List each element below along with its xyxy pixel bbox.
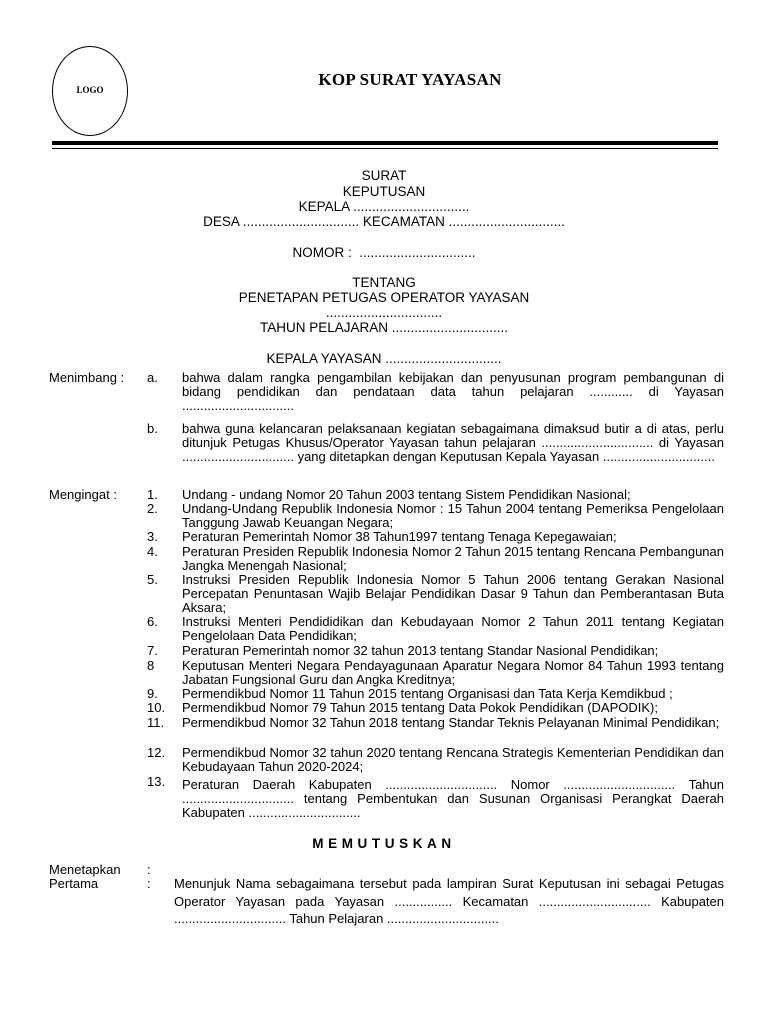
menimbang-label: Menimbang : [49, 370, 125, 385]
heading-tentang: TENTANG [352, 275, 416, 290]
mengingat-marker: 7. [147, 643, 158, 658]
menimbang-item: bahwa dalam rangka pengambilan kebijakan dan penyusunan program pembangunan di bidang pendidikan dan pendataan data tahun pelajaran ............ di Yayasan ............................... [182, 370, 724, 413]
letterhead-divider-thin [52, 148, 718, 149]
mengingat-marker: 11. [147, 715, 165, 730]
decision-heading: MEMUTUSKAN [312, 836, 456, 851]
mengingat-item: Permendikbud Nomor 32 Tahun 2018 tentang Standar Teknis Pelayanan Minimal Pendidikan; [182, 715, 720, 730]
mengingat-marker: 9. [147, 686, 158, 701]
mengingat-item: Undang - undang Nomor 20 Tahun 2003 tentang Sistem Pendidikan Nasional; [182, 487, 631, 502]
mengingat-item: Permendikbud Nomor 32 tahun 2020 tentang Rencana Strategis Kementerian Pendidikan dan Kebudayaan Tahun 2020-2024; [182, 745, 724, 774]
pertama-colon: : [147, 876, 151, 891]
letterhead-title: KOP SURAT YAYASAN [318, 70, 502, 89]
mengingat-item: Permendikbud Nomor 79 Tahun 2015 tentang Data Pokok Pendidikan (DAPODIK); [182, 700, 658, 715]
mengingat-item: Undang-Undang Republik Indonesia Nomor : 15 Tahun 2004 tentang Pemeriksa Pengelolaan Tanggung Jawab Keuangan Negara; [182, 501, 724, 530]
mengingat-marker: 4. [147, 544, 158, 559]
menetapkan-colon: : [147, 862, 151, 877]
mengingat-item: Peraturan Pemerintah nomor 32 tahun 2013 tentang Standar Nasional Pendidikan; [182, 643, 659, 658]
mengingat-marker: 1. [147, 487, 158, 502]
heading-nomor: NOMOR : ............................... [292, 245, 476, 260]
mengingat-marker: 2. [147, 501, 158, 516]
menimbang-marker: a. [147, 370, 158, 385]
mengingat-marker: 8 [147, 658, 155, 673]
mengingat-item: Instruksi Presiden Republik Indonesia Nomor 5 Tahun 2006 tentang Gerakan Nasional Percepatan Penuntasan Wajib Belajar Pendidikan Dasar 9 Tahun dan Pemberantasan Buta Aksara; [182, 572, 724, 615]
mengingat-item: Permendikbud Nomor 11 Tahun 2015 tentang Organisasi dan Tata Kerja Kemdikbud ; [182, 686, 673, 701]
mengingat-item: Peraturan Presiden Republik Indonesia Nomor 2 Tahun 2015 tentang Rencana Pembangunan Jangka Menengah Nasional; [182, 544, 724, 573]
mengingat-item: Peraturan Daerah Kabupaten ............................... Nomor ............................... Tahun ............................... tentang Pembentukan dan Susunan Organisasi Perangkat Daerah Kabupaten ............................... [182, 777, 724, 820]
logo-text: LOGO [76, 85, 104, 95]
heading-desa: DESA ............................... KECAMATAN ............................... [203, 214, 565, 229]
heading-subject-dots: ............................... [325, 305, 443, 320]
menimbang-item: bahwa guna kelancaran pelaksanaan kegiatan sebagaimana dimaksud butir a di atas, perlu ditunjuk Petugas Khusus/Operator Yayasan tahun pelajaran ............................... di Yayasan ............................... yang ditetapkan dengan Keputusan Kepala Yayasan ............................... [182, 421, 724, 464]
menimbang-marker: b. [147, 421, 158, 436]
menetapkan-label: Menetapkan [49, 862, 121, 877]
letterhead-divider-thick [52, 141, 718, 145]
mengingat-marker: 10. [147, 700, 166, 715]
mengingat-marker: 5. [147, 572, 158, 587]
heading-issuer: KEPALA YAYASAN ............................... [266, 351, 502, 366]
heading-tahun-pelajaran: TAHUN PELAJARAN ............................... [259, 320, 509, 335]
mengingat-item: Keputusan Menteri Negara Pendayagunaan Aparatur Negara Nomor 84 Tahun 1993 tentang Jabatan Fungsional Guru dan Angka Kreditnya; [182, 658, 724, 687]
mengingat-item: Peraturan Pemerintah Nomor 38 Tahun1997 tentang Tenaga Kepegawaian; [182, 529, 617, 544]
mengingat-label: Mengingat : [49, 487, 117, 502]
pertama-label: Pertama [49, 876, 99, 891]
mengingat-marker: 12. [147, 745, 166, 760]
mengingat-marker: 13. [147, 774, 166, 789]
logo [52, 46, 128, 136]
pertama-text: Menunjuk Nama sebagaimana tersebut pada lampiran Surat Keputusan ini sebagai Petugas Operator Yayasan pada Yayasan ................ Kecamatan ............................... Kabupaten ............................... Tahun Pelajaran ............................... [174, 876, 724, 926]
mengingat-marker: 3. [147, 529, 158, 544]
heading-kepala: KEPALA ............................... [298, 199, 470, 214]
mengingat-marker: 6. [147, 614, 158, 629]
heading-surat: SURAT [361, 168, 407, 183]
heading-keputusan: KEPUTUSAN [342, 184, 426, 199]
mengingat-item: Instruksi Menteri Pendididikan dan Kebudayaan Nomor 2 Tahun 2011 tentang Kegiatan Pengelolaan Data Pendidikan; [182, 614, 724, 643]
heading-subject: PENETAPAN PETUGAS OPERATOR YAYASAN [238, 290, 530, 305]
